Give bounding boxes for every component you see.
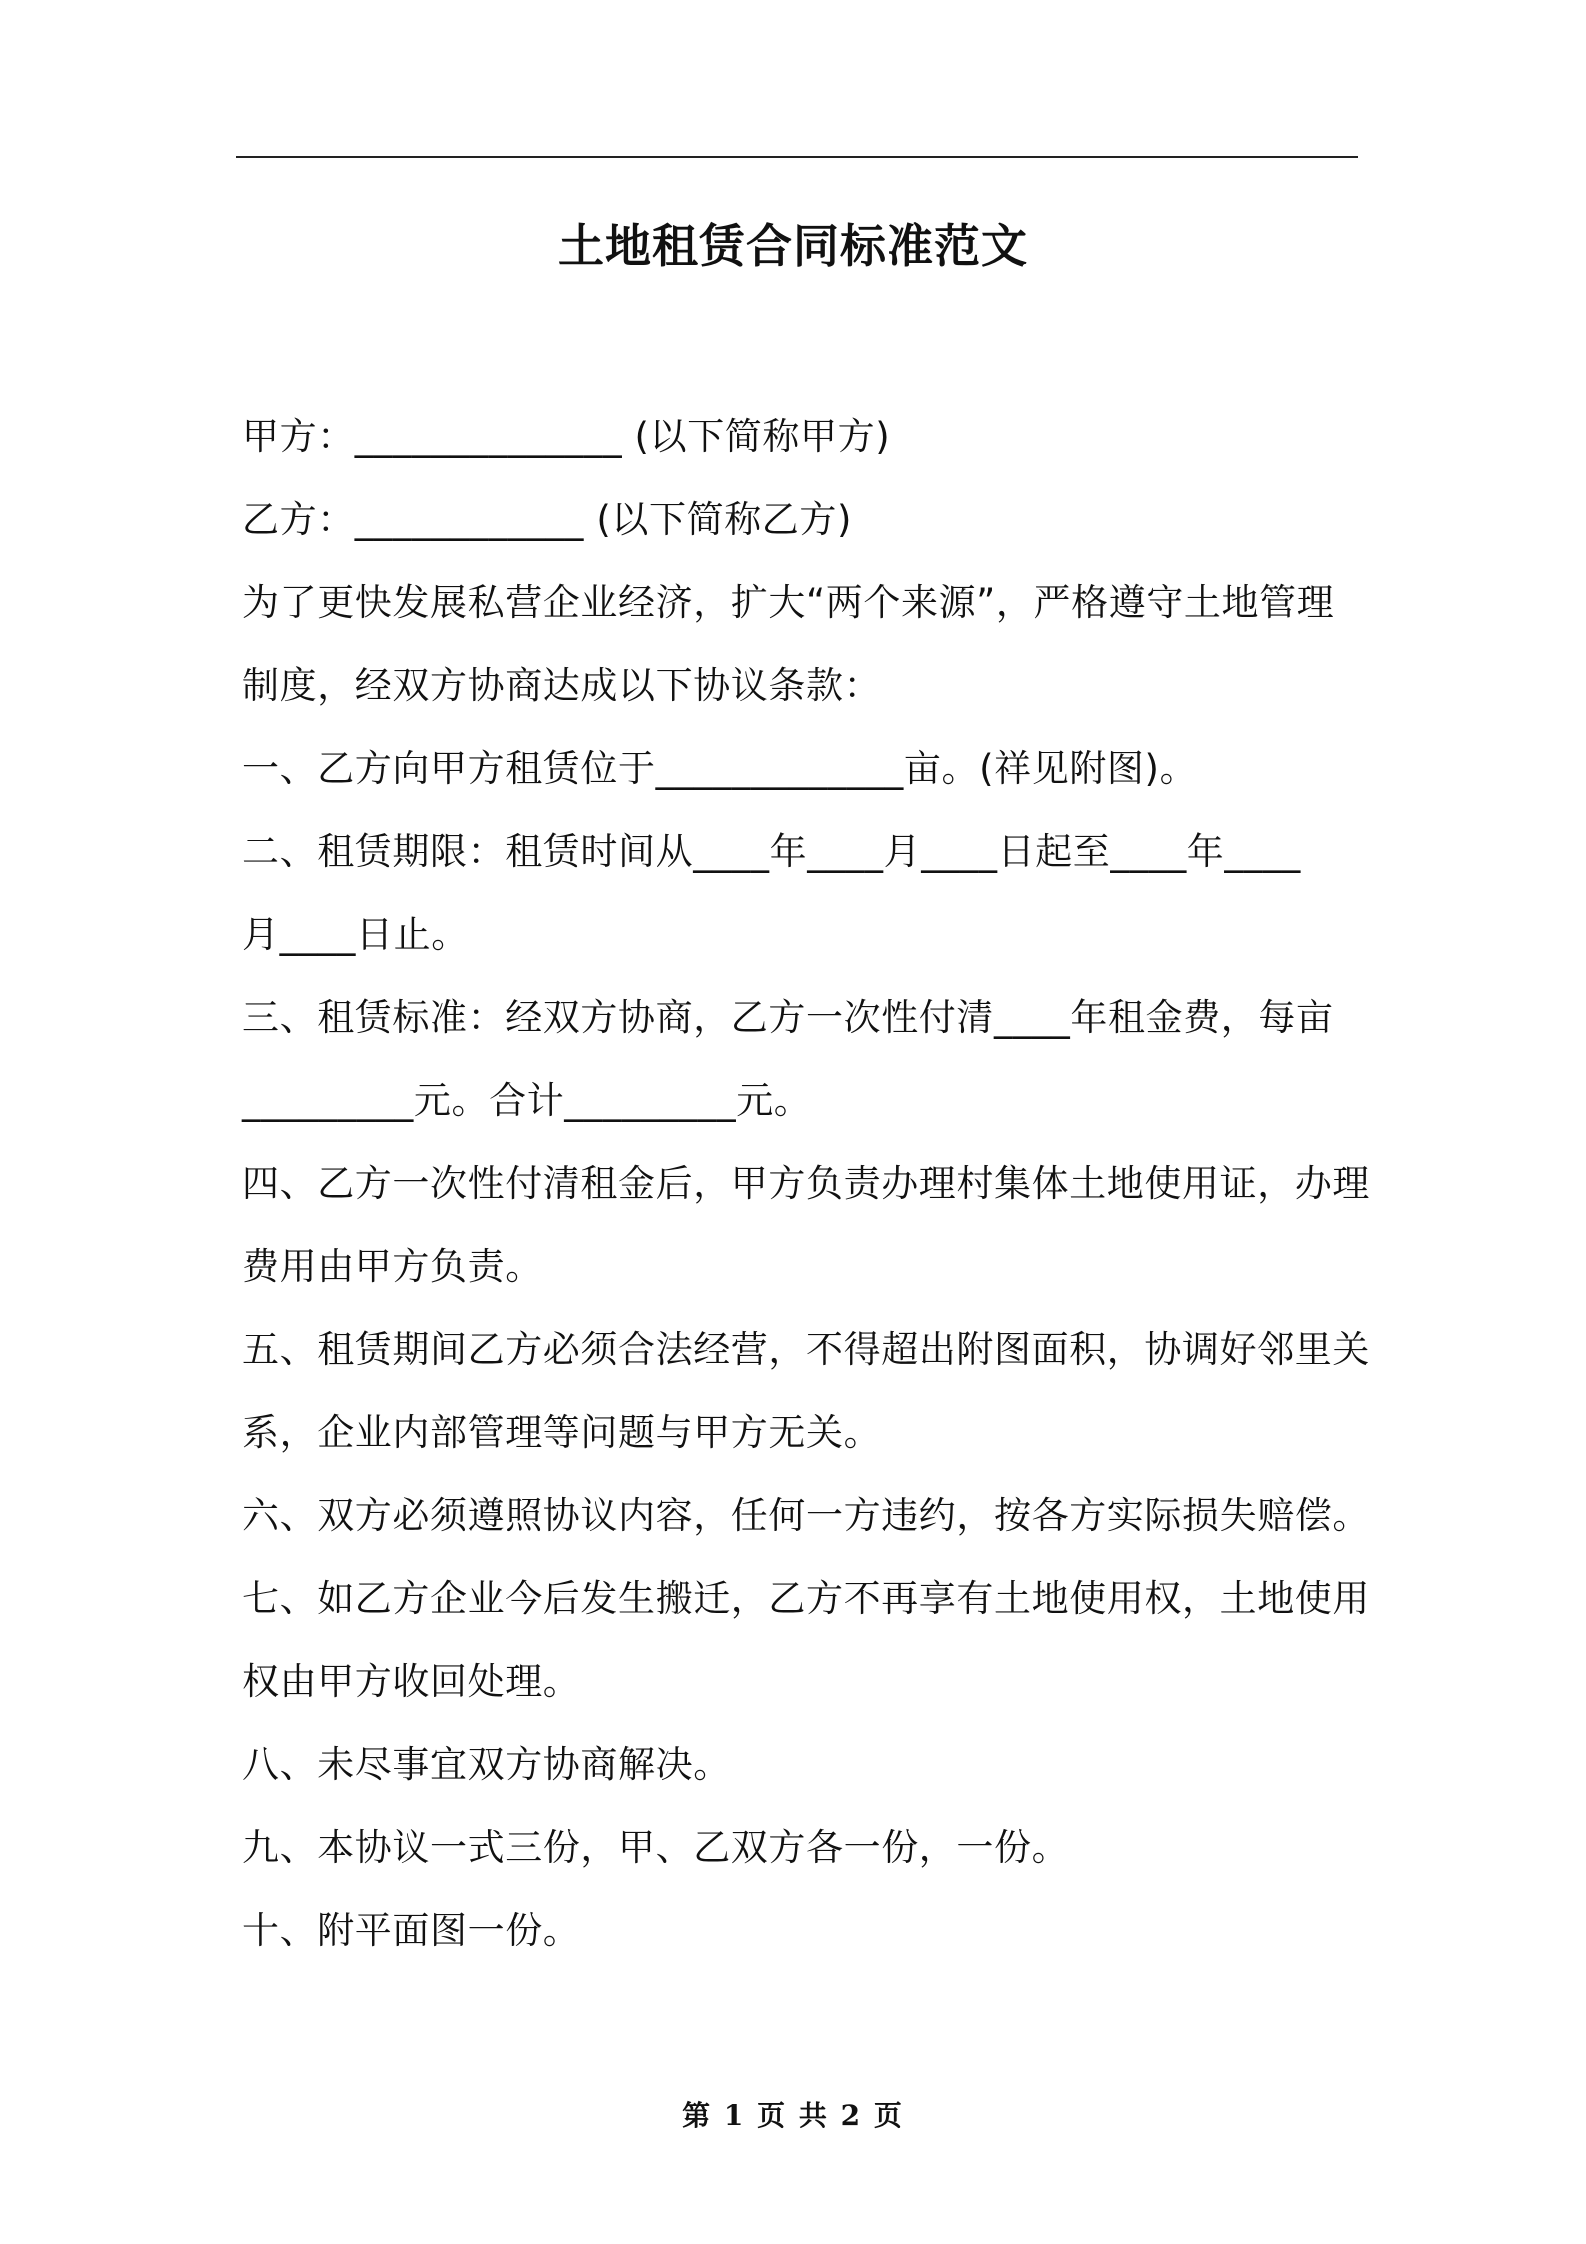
clause-4-line-1: 四、乙方一次性付清租金后，甲方负责办理村集体土地使用证，办理 <box>242 1162 1370 1205</box>
clause-2-line-2: 月____日止。 <box>242 913 469 956</box>
clause-9-line: 九、本协议一式三份，甲、乙双方各一份，一份。 <box>242 1826 1070 1869</box>
clause-8-line: 八、未尽事宜双方协商解决。 <box>242 1743 731 1786</box>
clause-5-line-1: 五、租赁期间乙方必须合法经营，不得超出附图面积，协调好邻里关 <box>242 1328 1370 1371</box>
clause-3-line-1: 三、租赁标准：经双方协商，乙方一次性付清____年租金费，每亩 <box>242 996 1334 1039</box>
preamble-line-1: 为了更快发展私营企业经济，扩大“两个来源”，严格遵守土地管理 <box>242 581 1335 624</box>
clause-1-line: 一、乙方向甲方租赁位于_____________亩。(祥见附图)。 <box>242 747 1198 790</box>
clause-5-line-2: 系，企业内部管理等问题与甲方无关。 <box>242 1411 882 1454</box>
party-b-line: 乙方：____________ (以下简称乙方) <box>242 498 853 541</box>
document-title: 土地租赁合同标准范文 <box>558 219 1028 273</box>
page-number-footer: 第 1 页 共 2 页 <box>682 2099 904 2132</box>
clause-3-line-2: _________元。合计_________元。 <box>242 1079 812 1122</box>
preamble-line-2: 制度，经双方协商达成以下协议条款： <box>242 664 882 707</box>
clause-2-line-1: 二、租赁期限：租赁时间从____年____月____日起至____年____ <box>242 830 1301 873</box>
clause-6-line: 六、双方必须遵照协议内容，任何一方违约，按各方实际损失赔偿。 <box>242 1494 1370 1537</box>
header-rule <box>236 156 1358 158</box>
clause-7-line-1: 七、如乙方企业今后发生搬迁，乙方不再享有土地使用权，土地使用 <box>242 1577 1370 1620</box>
clause-4-line-2: 费用由甲方负责。 <box>242 1245 543 1288</box>
party-a-line: 甲方：______________ (以下简称甲方) <box>242 415 891 458</box>
clause-7-line-2: 权由甲方收回处理。 <box>242 1660 581 1703</box>
clause-10-line: 十、附平面图一份。 <box>242 1909 581 1952</box>
